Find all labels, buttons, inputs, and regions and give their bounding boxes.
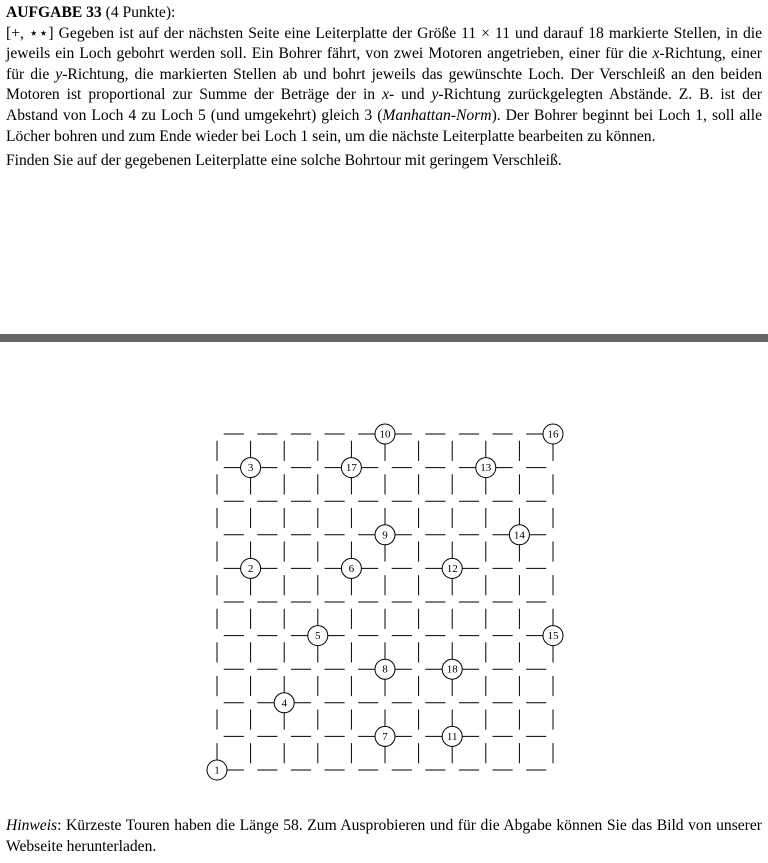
hole-label: 13	[480, 462, 492, 475]
task-difficulty: [+, ⋆⋆]	[6, 24, 54, 42]
hole-label: 15	[547, 630, 559, 643]
hole-label: 3	[247, 462, 254, 475]
task-points: (4 Punkte):	[101, 4, 176, 21]
hole-5	[308, 626, 328, 646]
hole-12	[442, 558, 462, 578]
hole-10	[375, 424, 395, 444]
hole-3	[241, 458, 261, 478]
circuit-board-grid	[196, 418, 576, 788]
hole-14	[509, 525, 529, 545]
hole-11	[442, 726, 462, 746]
hole-8	[375, 659, 395, 679]
norm-name: Manhattan-Norm	[382, 106, 492, 124]
task-paragraph-1: AUFGABE 33 (4 Punkte): [+, ⋆⋆] Gegeben ist auf der nächsten Seite eine Leiterplatte der Größe 11 × 11 und darauf 18 markierte Stellen, in die jeweils ein Loch gebohrt werden soll. Ein Bohrer fährt, von zwei Motoren angetrieben, einer für die x-Richtung, einer für die y-Richtung, die markierten Stellen ab und bohrt jeweils das gewünschte Loch. Der Verschleiß an den beiden Motoren ist proportional zur Summe der Beträge der in x- und y-Richtung zurückgelegten Abstände. Z. B. ist der Abstand von Loch 4 zu Loch 5 (und umgekehrt) gleich 3 (Manhattan-Norm). Der Bohrer beginnt bei Loch 1, soll alle Löcher bohren und zum Ende wieder bei Loch 1 sein, um die nächste Leiterplatte bearbeiten zu können.	[6, 4, 763, 145]
circuit-board	[196, 418, 576, 788]
task-title: AUFGABE 33	[6, 4, 102, 21]
hole-label: 9	[382, 529, 388, 542]
hole-2	[241, 558, 261, 578]
hole-label: 17	[345, 462, 357, 475]
hole-label: 1	[214, 764, 220, 777]
hole-9	[375, 525, 395, 545]
hole-label: 10	[379, 428, 391, 441]
hole-6	[341, 558, 361, 578]
hole-15	[543, 626, 563, 646]
hole-4	[274, 693, 294, 713]
hole-17	[341, 458, 361, 478]
hole-label: 14	[513, 529, 525, 542]
hole-label: 8	[382, 663, 388, 676]
hole-18	[442, 659, 462, 679]
hole-label: 6	[348, 562, 355, 575]
hole-13	[476, 458, 496, 478]
hint-text	[6, 816, 762, 857]
hole-1	[207, 760, 227, 780]
hole-label: 5	[315, 630, 321, 643]
task-text	[6, 3, 762, 172]
hole-7	[375, 726, 395, 746]
hole-label: 2	[247, 562, 254, 575]
hole-16	[543, 424, 563, 444]
page-separator	[0, 334, 768, 342]
hole-label: 16	[547, 428, 559, 441]
hole-label: 7	[382, 730, 388, 743]
hint-label: Hinweis	[6, 817, 58, 834]
hint-body: : Kürzeste Touren haben die Länge 58. Zum Ausprobieren und für die Abgabe können Sie das Bild von unserer Webseite herunterladen.	[6, 817, 762, 855]
hole-label: 11	[446, 730, 458, 743]
hole-label: 12	[446, 562, 458, 575]
task-paragraph-2: Finden Sie auf der gegebenen Leiterplatte eine solche Bohrtour mit geringem Verschleiß.	[6, 152, 562, 170]
hole-label: 4	[281, 697, 287, 710]
hole-label: 18	[446, 663, 458, 676]
